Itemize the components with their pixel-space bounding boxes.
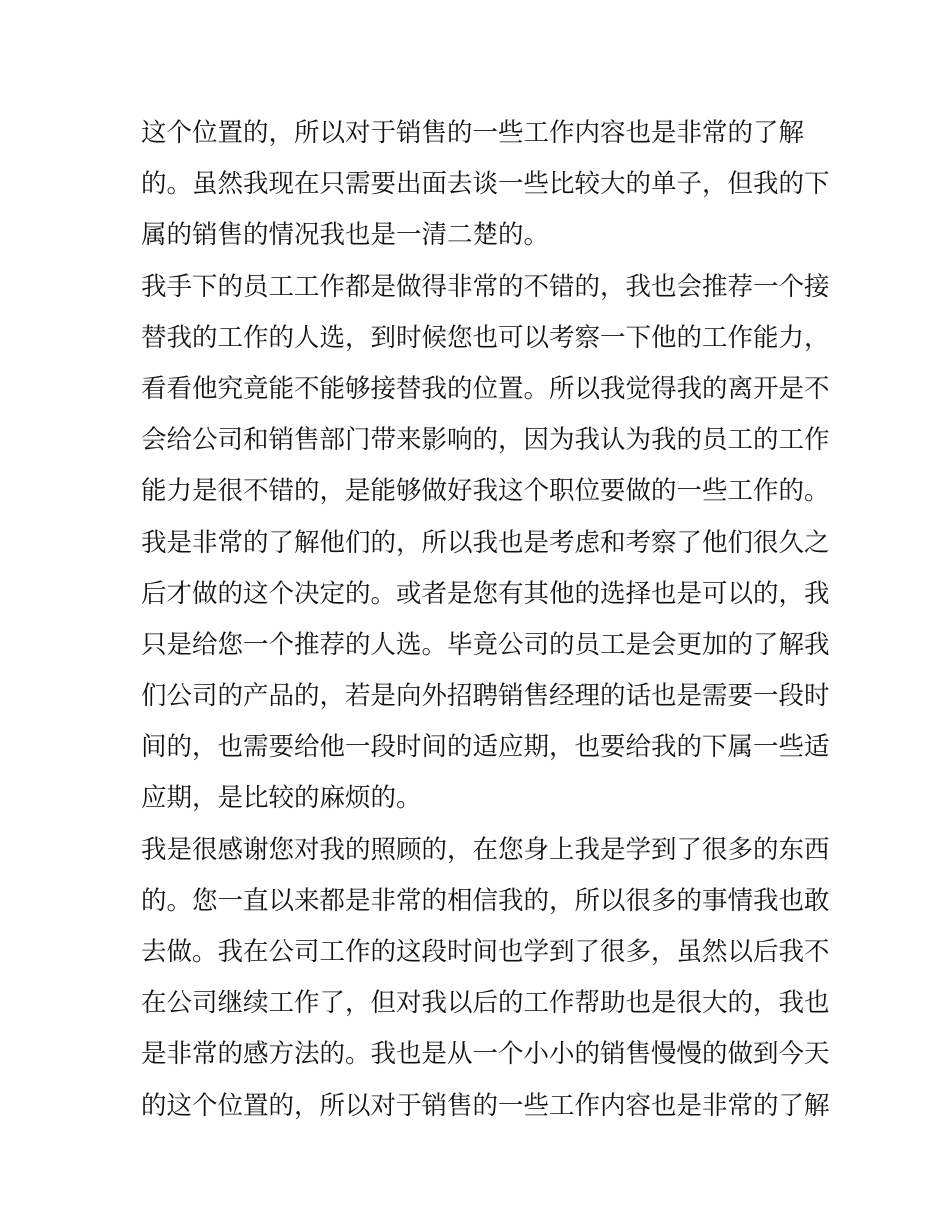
text-line: 这个位置的，所以对于销售的一些工作内容也是非常的了解 [141,118,805,148]
text-line: 只是给您一个推荐的人选。毕竟公司的员工是会更加的了解我 [141,629,830,660]
text-line: 的。您一直以来都是非常的相信我的，所以很多的事情我也敢 [141,885,830,916]
text-line: 我手下的员工工作都是做得非常的不错的，我也会推荐一个接 [141,271,830,302]
text-line: 们公司的产品的，若是向外招聘销售经理的话也是需要一段时 [141,681,830,712]
text-line: 是非常的感方法的。我也是从一个小小的销售慢慢的做到今天 [141,1039,830,1070]
text-line: 后才做的这个决定的。或者是您有其他的选择也是可以的，我 [141,578,830,609]
text-line: 我是很感谢您对我的照顾的，在您身上我是学到了很多的东西 [141,834,830,865]
text-line: 会给公司和销售部门带来影响的，因为我认为我的员工的工作 [141,425,830,456]
text-line: 在公司继续工作了，但对我以后的工作帮助也是很大的，我也 [141,988,830,1019]
text-line: 的。虽然我现在只需要出面去谈一些比较大的单子，但我的下 [141,169,830,200]
text-line: 看看他究竟能不能够接替我的位置。所以我觉得我的离开是不 [141,373,830,404]
body-text [141,108,830,1132]
text-line: 应期，是比较的麻烦的。 [141,783,422,814]
text-line: 去做。我在公司工作的这段时间也学到了很多，虽然以后我不 [141,937,830,967]
text-line: 属的销售的情况我也是一清二楚的。 [141,220,550,251]
text-line: 的这个位置的，所以对于销售的一些工作内容也是非常的了解 [141,1090,830,1121]
text-line: 间的，也需要给他一段时间的适应期，也要给我的下属一些适 [141,732,830,763]
text-line: 替我的工作的人选，到时候您也可以考察一下他的工作能力， [141,322,830,353]
text-line: 能力是很不错的，是能够做好我这个职位要做的一些工作的。 [141,476,830,507]
text-line: 我是非常的了解他们的，所以我也是考虑和考察了他们很久之 [141,527,830,558]
